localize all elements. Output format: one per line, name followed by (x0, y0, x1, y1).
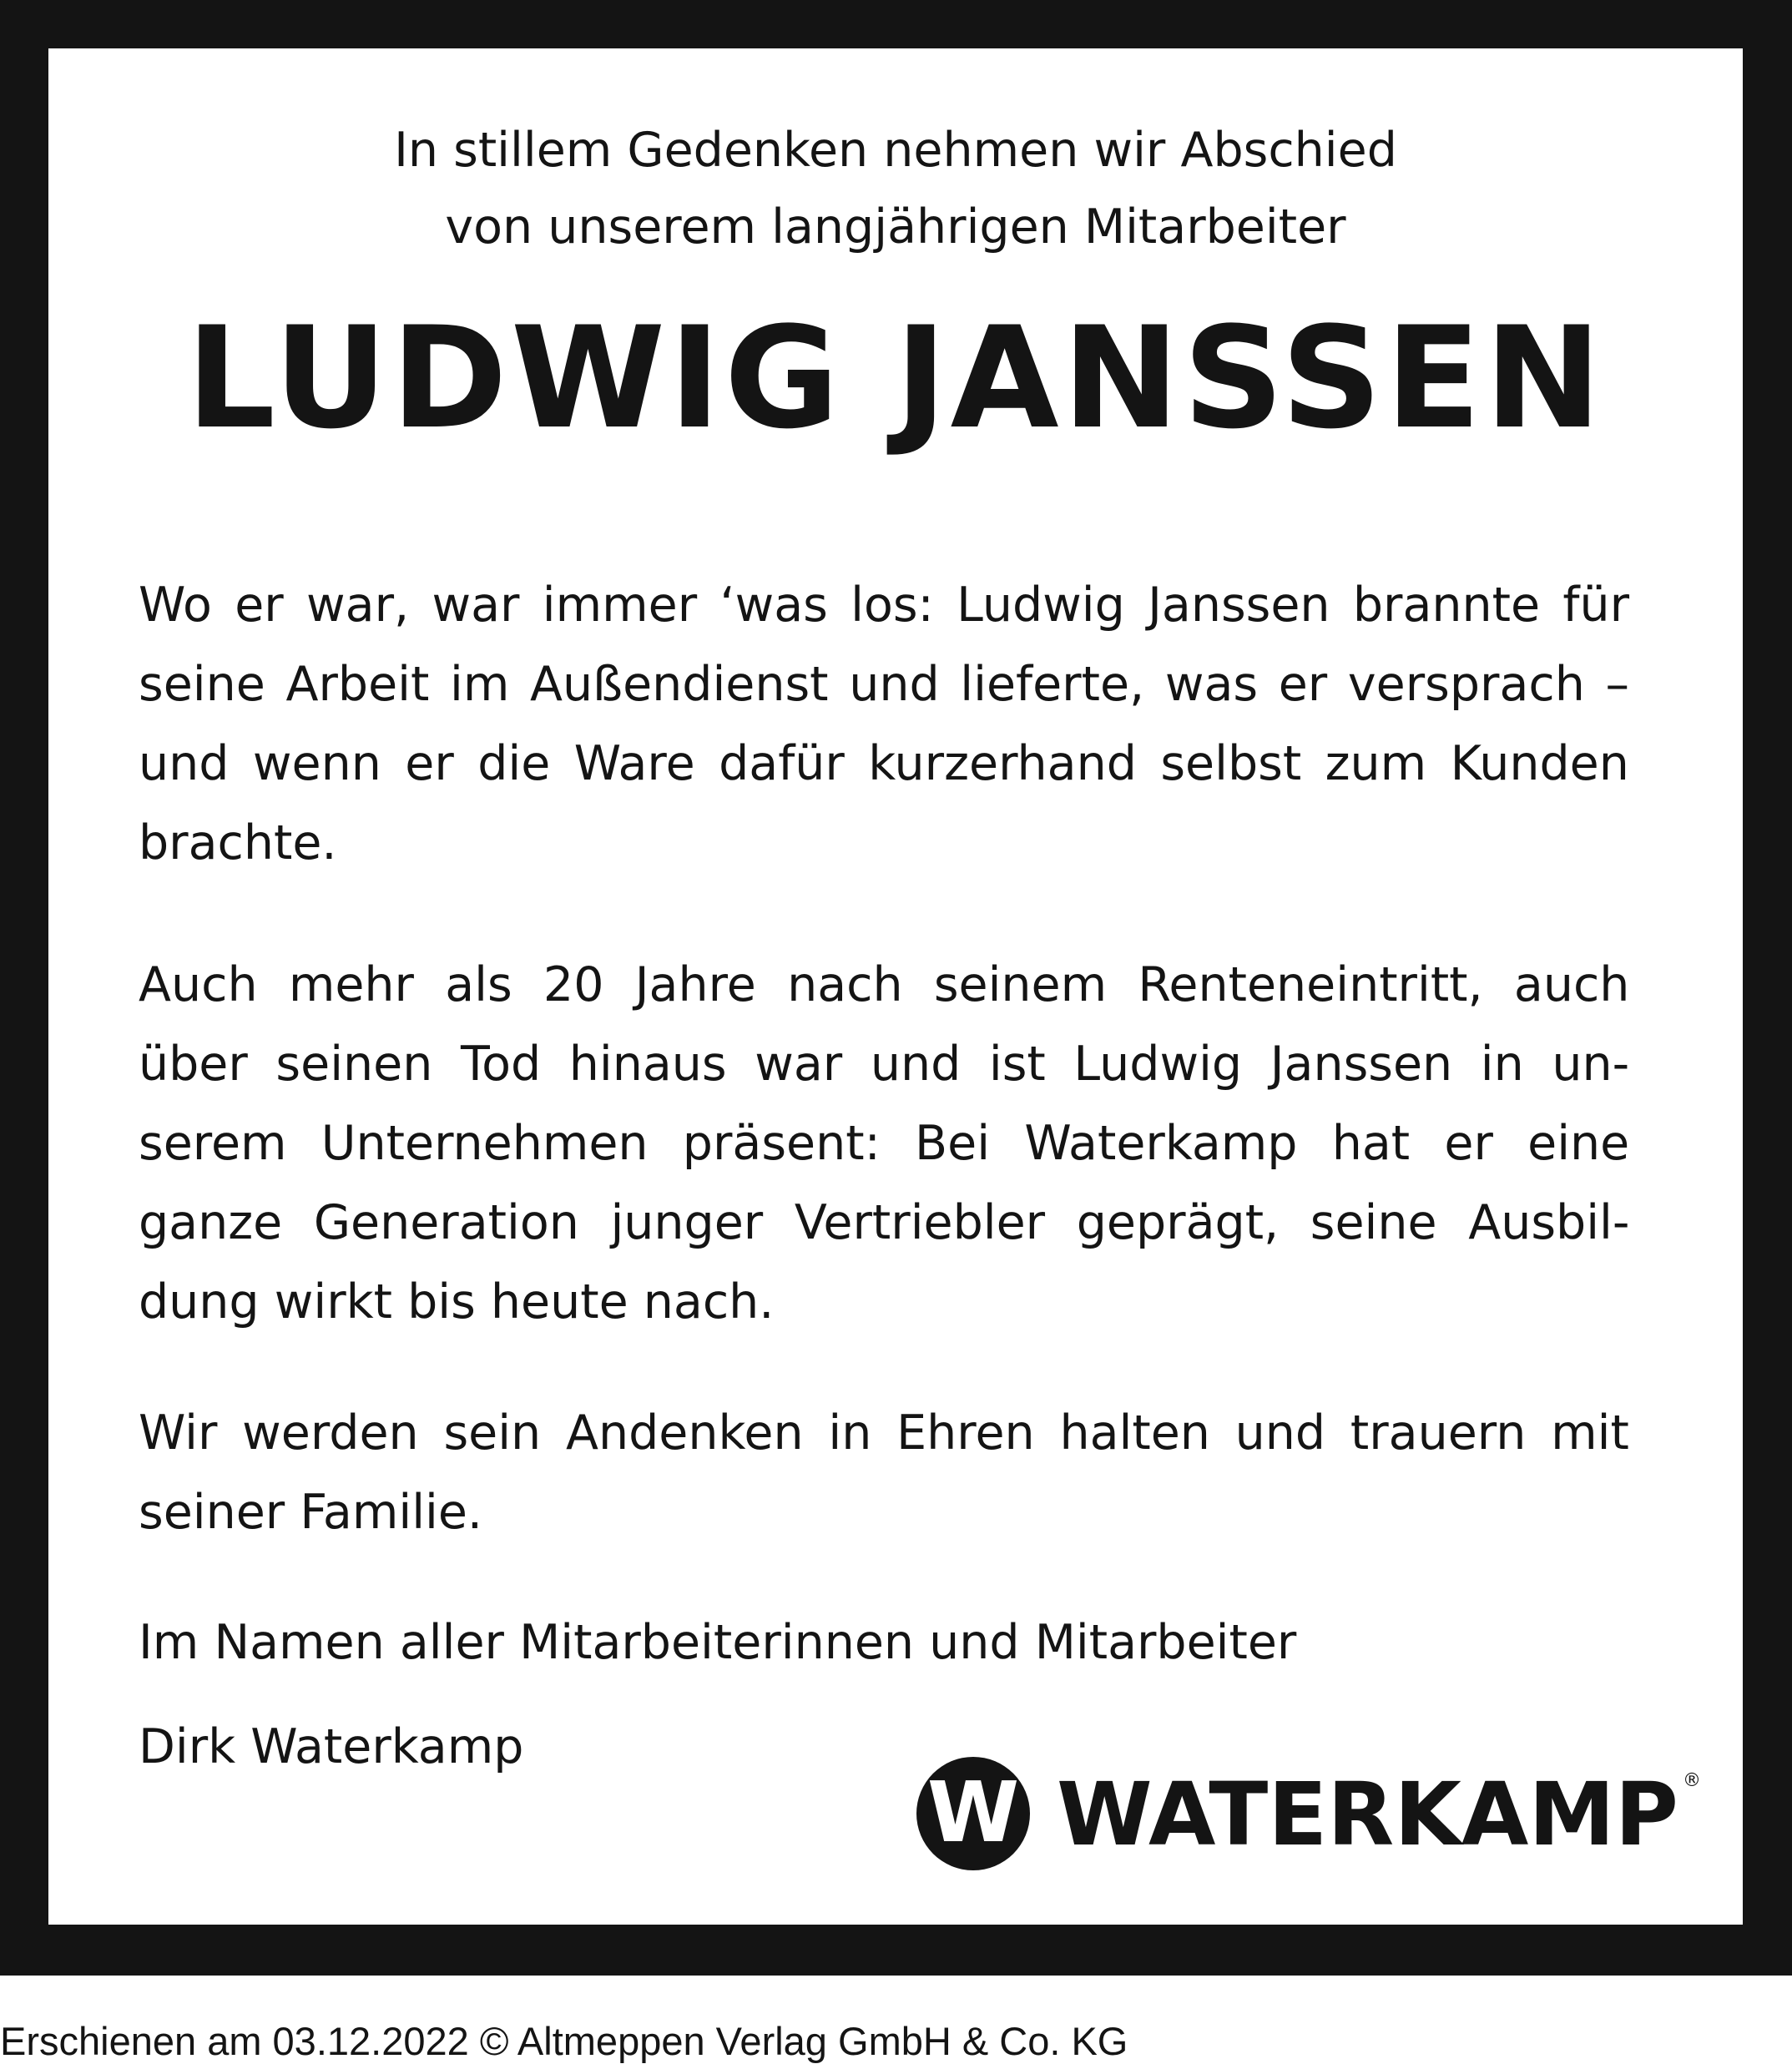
waterkamp-logo (915, 1751, 1716, 1876)
paragraph-3-line: Wir werden sein Andenken in Ehren halten und trauern mit (139, 1405, 1629, 1461)
intro-line-2: von unserem langjährigen Mitarbeiter (445, 199, 1346, 255)
paragraph-1-line: brachte. (139, 815, 337, 870)
notice-panel (48, 48, 1743, 1925)
waterkamp-logo-graphic (915, 1751, 1716, 1876)
signature-on-behalf: Im Namen aller Mitarbeiterinnen und Mitarbeiter (139, 1615, 1297, 1670)
signature-name: Dirk Waterkamp (139, 1719, 524, 1774)
paragraph-1-line: und wenn er die Ware dafür kurzerhand selbst zum Kunden (139, 736, 1629, 791)
paragraph-3 (139, 1394, 1629, 1552)
paragraph-1-line: seine Arbeit im Außendienst und lieferte, was er versprach – (139, 657, 1630, 712)
paragraph-1 (139, 566, 1629, 883)
paragraph-2-line: dung wirkt bis heute nach. (139, 1274, 775, 1330)
logo-wordmark: WATERKAMP (1057, 1764, 1678, 1865)
paragraph-2-line: Auch mehr als 20 Jahre nach seinem Renteneintritt, auch (139, 957, 1630, 1012)
intro-text (48, 112, 1743, 265)
logo-letter: W (926, 1764, 1020, 1861)
logo-registered-mark: ® (1683, 1770, 1701, 1791)
deceased-name: LUDWIG JANSSEN (185, 296, 1606, 460)
paragraph-3-line: seiner Familie. (139, 1485, 483, 1540)
paragraph-2-line: ganze Generation junger Vertriebler geprägt, seine Ausbil- (139, 1195, 1630, 1250)
paragraph-1-line: Wo er war, war immer ‘was los: Ludwig Janssen brannte für (139, 578, 1630, 633)
publication-footer: Erschienen am 03.12.2022 © Altmeppen Verlag GmbH & Co. KG (0, 2019, 1128, 2063)
paragraph-2-line: über seinen Tod hinaus war und ist Ludwig Janssen in un- (139, 1037, 1630, 1092)
paragraph-2 (139, 946, 1629, 1342)
paragraph-2-line: serem Unternehmen präsent: Bei Waterkamp hat er eine (139, 1116, 1630, 1171)
intro-line-1: In stillem Gedenken nehmen wir Abschied (394, 123, 1397, 178)
